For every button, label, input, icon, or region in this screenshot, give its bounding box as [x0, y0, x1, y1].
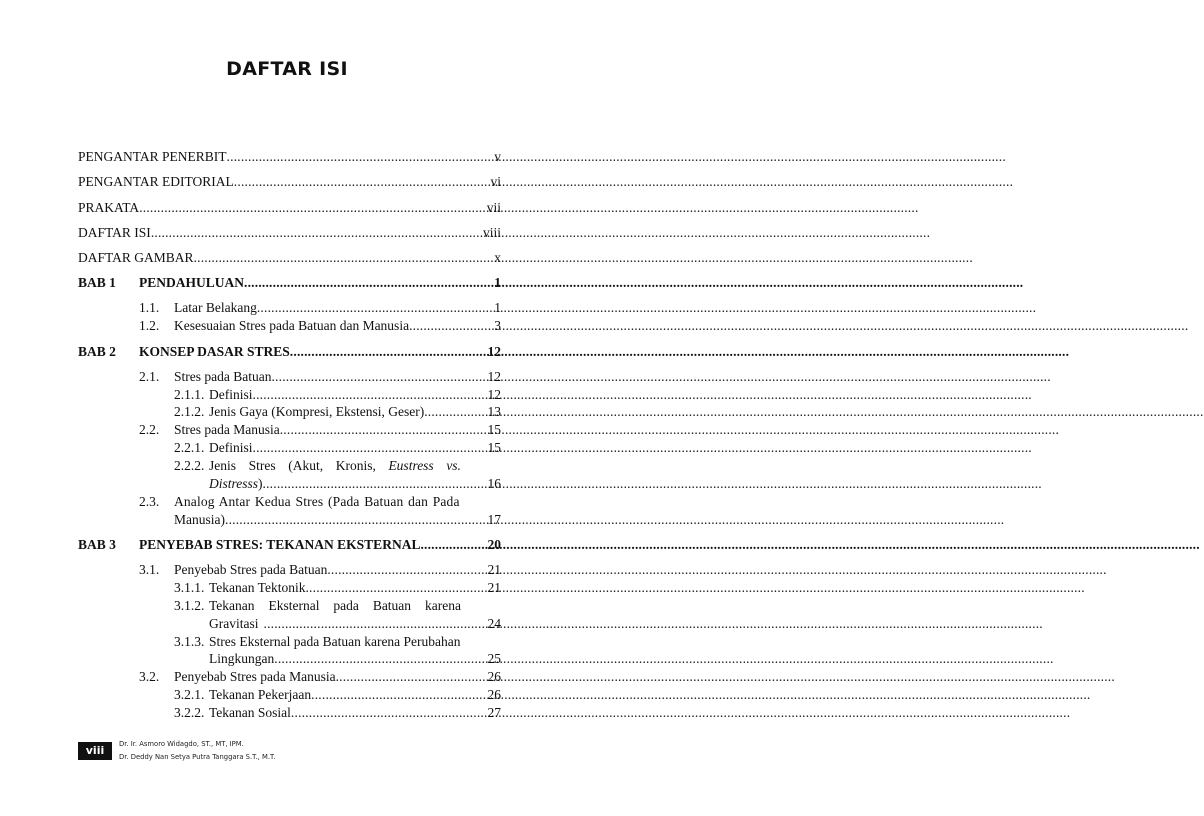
- subsection-number: 2.2.2.: [174, 458, 205, 473]
- toc-page-number: vi: [490, 174, 501, 189]
- chapter-title: KONSEP DASAR STRES: [139, 344, 290, 359]
- toc-subsection-3-1-1[interactable]: [174, 580, 501, 598]
- toc-entry-pengantar-editorial[interactable]: [78, 174, 501, 192]
- toc-subsection-2-1-2[interactable]: [174, 404, 501, 422]
- dot-leader: [253, 387, 488, 403]
- section-number: 2.3.: [139, 494, 160, 509]
- toc-section-2-3[interactable]: [139, 494, 461, 512]
- toc-subsection-3-1-3[interactable]: [174, 634, 464, 652]
- title-word: Tekanan: [209, 598, 255, 613]
- footer-author-2: Dr. Deddy Nan Setya Putra Tanggara S.T., M.T.: [119, 753, 276, 761]
- subsection-number: 3.1.1.: [174, 580, 205, 595]
- title-word: pada: [333, 598, 359, 613]
- subsection-title: Jenis Gaya (Kompresi, Ekstensi, Geser): [209, 404, 425, 419]
- toc-entry-label: PENGANTAR EDITORIAL: [78, 174, 234, 189]
- toc-page-number: vii: [486, 200, 501, 215]
- title-word: karena: [425, 598, 461, 613]
- dot-leader: [244, 275, 494, 291]
- toc-subsection-3-2-2[interactable]: [174, 705, 501, 723]
- dot-leader: [291, 705, 488, 721]
- dot-leader: [420, 537, 487, 553]
- title-word: Stres: [248, 458, 276, 473]
- section-title: Latar Belakang: [174, 300, 257, 315]
- dot-leader: [311, 687, 487, 703]
- dot-leader: [274, 651, 487, 667]
- chapter-number: BAB 2: [78, 344, 116, 359]
- dot-leader: [234, 174, 491, 190]
- subsection-number: 3.2.1.: [174, 687, 205, 702]
- dot-leader: [264, 616, 488, 632]
- toc-page-number: 12: [487, 344, 501, 359]
- toc-page-number: 24: [487, 616, 501, 631]
- title-word: Jenis: [209, 458, 236, 473]
- toc-subsection-3-1-3-cont[interactable]: [209, 651, 501, 669]
- dot-leader: [253, 440, 488, 456]
- toc-subsection-3-1-2-cont[interactable]: [209, 616, 501, 634]
- toc-entry-label: PENGANTAR PENERBIT: [78, 149, 227, 164]
- toc-page-number: 12: [487, 387, 501, 402]
- section-title: Analog Antar Kedua Stres (Pada Batuan dan Pada: [174, 494, 460, 509]
- chapter-number: BAB 3: [78, 537, 116, 552]
- toc-page-number: 1: [494, 275, 501, 290]
- title-word: Batuan: [372, 598, 412, 613]
- toc-page-number: 16: [487, 476, 501, 491]
- toc-page-number: 15: [487, 422, 501, 437]
- subsection-title: [209, 598, 461, 614]
- toc-section-2-2[interactable]: [139, 422, 501, 440]
- section-number: 1.2.: [139, 318, 160, 333]
- section-title: Stres pada Batuan: [174, 369, 272, 384]
- toc-page-number: 25: [487, 651, 501, 666]
- section-title: Penyebab Stres pada Batuan: [174, 562, 328, 577]
- dot-leader: [151, 225, 483, 241]
- toc-chapter-bab-2[interactable]: [78, 344, 501, 362]
- dot-leader: [290, 344, 488, 360]
- title-word: Eksternal: [268, 598, 320, 613]
- toc-section-3-1[interactable]: [139, 562, 501, 580]
- title-word: ): [258, 476, 263, 491]
- toc-page-number: 13: [487, 404, 501, 419]
- toc-subsection-2-2-2[interactable]: [174, 458, 461, 476]
- toc-page-number: viii: [482, 225, 501, 240]
- toc-page-number: x: [494, 250, 501, 265]
- toc-page-number: 20: [487, 537, 501, 552]
- toc-page-number: 21: [487, 580, 501, 595]
- section-number: 2.1.: [139, 369, 160, 384]
- title-word: (Akut,: [288, 458, 324, 473]
- toc-page-number: 1: [494, 300, 501, 315]
- toc-entry-pengantar-penerbit[interactable]: [78, 149, 501, 167]
- toc-entry-prakata[interactable]: [78, 200, 501, 218]
- subsection-title-continued: Gravitasi: [209, 616, 259, 631]
- toc-section-1-2[interactable]: [139, 318, 501, 336]
- dot-leader: [271, 369, 487, 385]
- dot-leader: [263, 476, 488, 492]
- toc-page-number: 15: [487, 440, 501, 455]
- subsection-title: Tekanan Tektonik: [209, 580, 306, 595]
- toc-section-2-3-cont[interactable]: [174, 512, 501, 530]
- subsection-title: Definisi: [209, 440, 253, 455]
- title-word: Kronis,: [335, 458, 376, 473]
- toc-entry-label: DAFTAR ISI: [78, 225, 151, 240]
- toc-subsection-3-2-1[interactable]: [174, 687, 501, 705]
- section-title: Stres pada Manusia: [174, 422, 280, 437]
- subsection-title: [209, 458, 461, 474]
- subsection-number: 3.2.2.: [174, 705, 205, 720]
- section-number: 3.1.: [139, 562, 160, 577]
- subsection-title-continued: Lingkungan: [209, 651, 275, 666]
- toc-section-1-1[interactable]: [139, 300, 501, 318]
- toc-page-number: 26: [487, 669, 501, 684]
- toc-page-number: v: [494, 149, 501, 164]
- title-word: Distresss: [209, 476, 259, 491]
- chapter-number: BAB 1: [78, 275, 116, 290]
- title-word: Eustress: [388, 458, 434, 473]
- dot-leader: [225, 512, 488, 528]
- subsection-number: 3.1.3.: [174, 634, 205, 649]
- toc-entry-daftar-gambar[interactable]: [78, 250, 501, 268]
- toc-page-number: 21: [487, 562, 501, 577]
- toc-chapter-bab-3[interactable]: [78, 537, 501, 555]
- section-title: Kesesuaian Stres pada Batuan dan Manusia: [174, 318, 410, 333]
- toc-entry-label: PRAKATA: [78, 200, 140, 215]
- toc-section-3-2[interactable]: [139, 669, 501, 687]
- section-title-continued: Manusia): [174, 512, 225, 527]
- dot-leader: [327, 562, 487, 578]
- footer-author-1: Dr. Ir. Asmoro Widagdo, ST., MT, IPM.: [119, 740, 244, 748]
- dot-leader: [424, 404, 487, 420]
- toc-entry-label: DAFTAR GAMBAR: [78, 250, 194, 265]
- dot-leader: [305, 580, 487, 596]
- title-word: vs.: [446, 458, 461, 473]
- section-number: 2.2.: [139, 422, 160, 437]
- section-title: Penyebab Stres pada Manusia: [174, 669, 336, 684]
- subsection-title-continued: [209, 476, 263, 492]
- page-number-badge: viii: [78, 742, 112, 760]
- dot-leader: [280, 422, 488, 438]
- chapter-title: PENDAHULUAN: [139, 275, 245, 290]
- chapter-title: PENYEBAB STRES: TEKANAN EKSTERNAL: [139, 537, 421, 552]
- subsection-number: 2.2.1.: [174, 440, 205, 455]
- toc-entry-daftar-isi[interactable]: [78, 225, 501, 243]
- toc-page-number: 12: [487, 369, 501, 384]
- subsection-title: Tekanan Pekerjaan: [209, 687, 312, 702]
- document-page: [0, 0, 574, 816]
- toc-subsection-2-1-1[interactable]: [174, 387, 501, 405]
- subsection-title: Definisi: [209, 387, 253, 402]
- dot-leader: [194, 250, 495, 266]
- toc-subsection-3-1-2[interactable]: [174, 598, 461, 616]
- toc-page-number: 17: [487, 512, 501, 527]
- dot-leader: [139, 200, 487, 216]
- section-number: 1.1.: [139, 300, 160, 315]
- toc-page-number: 3: [494, 318, 501, 333]
- dot-leader: [336, 669, 488, 685]
- toc-chapter-bab-1[interactable]: [78, 275, 501, 293]
- toc-section-2-1[interactable]: [139, 369, 501, 387]
- toc-subsection-2-2-1[interactable]: [174, 440, 501, 458]
- subsection-number: 3.1.2.: [174, 598, 205, 613]
- subsection-title: Stres Eksternal pada Batuan karena Perubahan: [209, 634, 461, 649]
- toc-page-number: 26: [487, 687, 501, 702]
- dot-leader: [257, 300, 494, 316]
- page-title: DAFTAR ISI: [226, 58, 348, 80]
- toc-page-number: 27: [487, 705, 501, 720]
- toc-subsection-2-2-2-cont[interactable]: [209, 476, 501, 494]
- subsection-number: 2.1.1.: [174, 387, 205, 402]
- dot-leader: [409, 318, 494, 334]
- subsection-title: Tekanan Sosial: [209, 705, 291, 720]
- section-number: 3.2.: [139, 669, 160, 684]
- subsection-number: 2.1.2.: [174, 404, 205, 419]
- dot-leader: [227, 149, 495, 165]
